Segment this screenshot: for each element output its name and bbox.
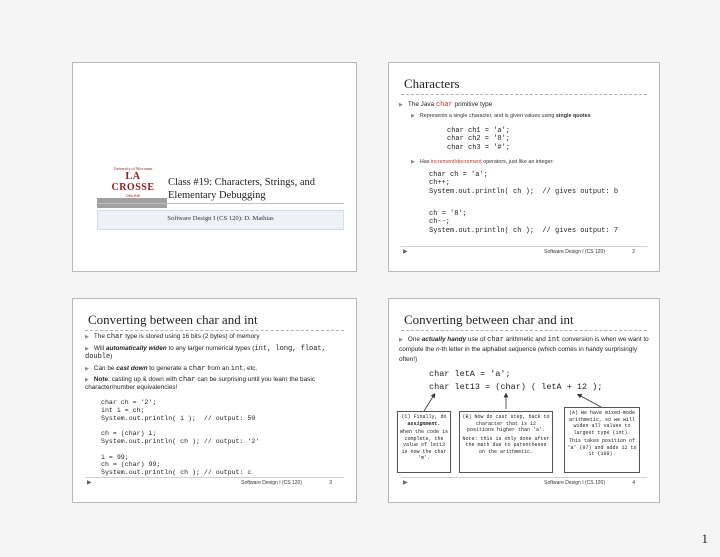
- bullet-arrow-icon: ▶: [411, 159, 415, 165]
- slide-2: [388, 62, 660, 272]
- sub-bullet: ▶ Has increment/decrement operators, just like an integer:: [411, 159, 554, 165]
- annotation-b: (B) Now do cast step, back to character that is 12 positions higher than 'a'. Note: this is only done after the math due to parentheses on the arithmetic.: [459, 411, 553, 473]
- slide-title: Class #19: Characters, Strings, and Elementary Debugging: [168, 177, 315, 201]
- slide-number: 2: [632, 249, 635, 255]
- code-line: char letA = 'a';: [429, 369, 511, 379]
- arrow-a: [579, 395, 601, 407]
- slide-title: Converting between char and int: [88, 312, 258, 327]
- slide-number: 3: [329, 480, 332, 486]
- code-block: char ch1 = 'a'; char ch2 = '8'; char ch3 = '#';: [447, 127, 511, 152]
- bullet: ▶ Can be cast down to generate a char from an int, etc.: [85, 365, 258, 373]
- slide-title: Converting between char and int: [404, 312, 574, 327]
- footer: ▶ Software Design I (CS 120) 2: [401, 246, 647, 259]
- slide-3: [72, 298, 357, 503]
- code-block: char ch = 'a'; ch++; System.out.println( ch ); // gives output: b: [429, 171, 619, 196]
- divider: [97, 203, 344, 204]
- bullet-arrow-icon: ▶: [411, 113, 415, 119]
- slide-1: [72, 62, 357, 272]
- title-rule: [85, 330, 344, 331]
- sub-bullet: ▶ Represents a single character, and is given values using single quotes: [411, 113, 591, 119]
- bullet-arrow-icon: ▶: [85, 346, 89, 352]
- title-rule: [401, 94, 647, 95]
- bullet: ▶ The char type is stored using 16 bits (2 bytes) of memory: [85, 333, 260, 341]
- bullet-arrow-icon: ▶: [399, 102, 403, 108]
- slide-number: 4: [632, 480, 635, 486]
- bullet: ▶ One actually handy use of char arithmetic and int conversion is when we want to compute the n-th letter in the alphabet sequence (which comes in handy surprisingly often!): [399, 336, 649, 363]
- footer: ▶ Software Design I (CS 120) 3: [85, 477, 344, 490]
- page-number: 1: [701, 531, 708, 546]
- code-line: char let13 = (char) ( letA + 12 );: [429, 382, 603, 392]
- bullet: ▶ Note: casting up & down with char can be surprising until you learn the basic character/number equivalencies!: [85, 376, 315, 391]
- footer-arrow-icon: ▶: [403, 480, 408, 486]
- annotation-a: (A) We have mixed-mode arithmetic, so we will widen all values to largest type (int). This takes position of 'a' (97) and adds 12 to it (109).: [564, 407, 640, 473]
- bullet-arrow-icon: ▶: [85, 366, 89, 372]
- slide-title: Characters: [404, 76, 460, 91]
- bullet: ▶ The Java char primitive type: [399, 101, 493, 109]
- annotation-c: (C) Finally, do assignment. When the code is complete, the value of let13 is now the char 'm'.: [397, 411, 451, 473]
- slide-subtitle: Software Design I (CS 120): D. Mathias: [167, 215, 274, 222]
- bullet-arrow-icon: ▶: [399, 337, 403, 343]
- footer-arrow-icon: ▶: [403, 249, 408, 255]
- slide-4: [388, 298, 660, 503]
- bullet-arrow-icon: ▶: [85, 334, 89, 340]
- footer-arrow-icon: ▶: [87, 480, 92, 486]
- bullet: ▶ Will automatically widen to any larger numerical types (int, long, float, double): [85, 345, 326, 361]
- code-block: char ch = '2'; int i = ch; System.out.println( i ); // output: 50 ch = (char) i; System.out.println( ch ); // output: '2' i = 99; ch = (char) 99; System.out.println( ch ); // output: c: [101, 399, 260, 477]
- university-logo: University of Wisconsin LA CROSSE ONLINE: [111, 166, 155, 198]
- arrow-c: [424, 395, 434, 411]
- code-block: ch = '8'; ch--; System.out.println( ch ); // gives output: 7: [429, 210, 619, 235]
- footer: ▶ Software Design I (CS 120) 4: [401, 477, 647, 490]
- bullet-arrow-icon: ▶: [85, 377, 89, 383]
